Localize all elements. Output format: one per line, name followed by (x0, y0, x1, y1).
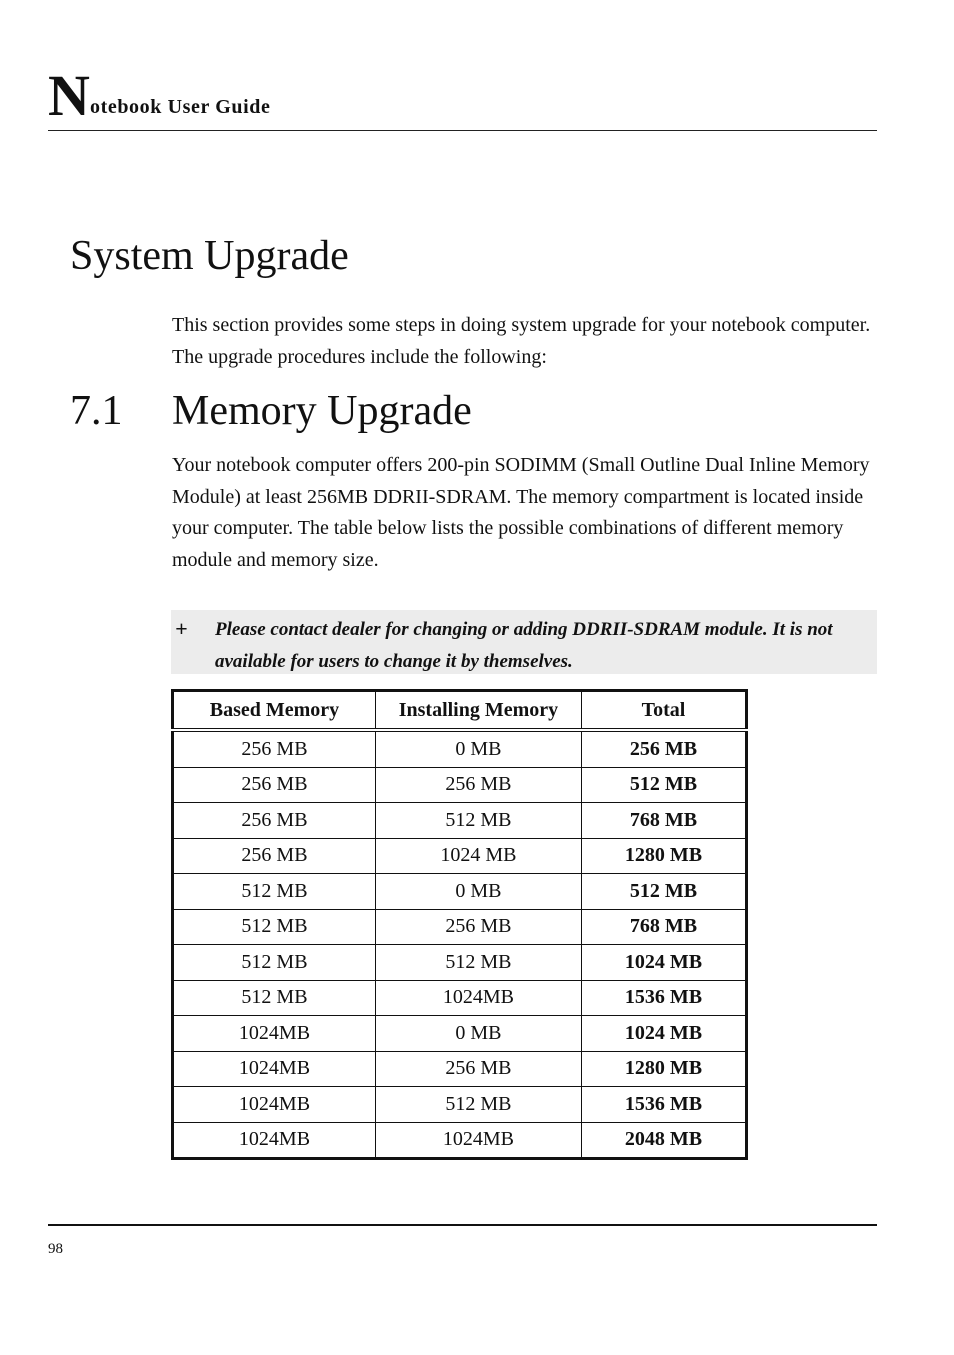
table-row (173, 874, 747, 910)
table-cell: 512 MB (173, 945, 376, 981)
page-number: 98 (48, 1241, 63, 1257)
table-cell: 256 MB (375, 909, 581, 945)
header-initial: N (48, 63, 90, 128)
table-cell: 256 MB (173, 730, 376, 767)
column-header: Based Memory (173, 691, 376, 731)
table-cell: 0 MB (375, 1016, 581, 1052)
table-cell: 256 MB (173, 838, 376, 874)
table-cell: 256 MB (375, 767, 581, 803)
total-cell: 512 MB (581, 767, 746, 803)
total-cell: 1536 MB (581, 980, 746, 1016)
total-cell: 1280 MB (581, 838, 746, 874)
header-title: otebook User Guide (90, 96, 271, 118)
section-heading (70, 385, 472, 437)
table-cell: 256 MB (375, 1051, 581, 1087)
table-row (173, 730, 747, 767)
table-row (173, 767, 747, 803)
table-cell: 1024MB (375, 1122, 581, 1159)
table-cell: 512 MB (173, 909, 376, 945)
table-cell: 512 MB (173, 874, 376, 910)
note-text: Please contact dealer for changing or adding DDRII-SDRAM module. It is not available for users to change it by themselves. (215, 619, 833, 672)
table-row (173, 838, 747, 874)
table-cell: 1024MB (173, 1016, 376, 1052)
section-title: Memory Upgrade (172, 388, 472, 434)
table-cell: 512 MB (375, 803, 581, 839)
total-cell: 1280 MB (581, 1051, 746, 1087)
table-cell: 0 MB (375, 730, 581, 767)
table-row (173, 1016, 747, 1052)
table-cell: 512 MB (375, 945, 581, 981)
table-cell: 256 MB (173, 767, 376, 803)
total-cell: 512 MB (581, 874, 746, 910)
total-cell: 1024 MB (581, 945, 746, 981)
table-cell: 0 MB (375, 874, 581, 910)
table-cell: 256 MB (173, 803, 376, 839)
table-cell: 1024MB (375, 980, 581, 1016)
table-row (173, 909, 747, 945)
footer-rule (48, 1224, 877, 1226)
table-cell: 512 MB (375, 1087, 581, 1123)
table-row (173, 803, 747, 839)
note-plus-icon: + (175, 616, 188, 641)
total-cell: 256 MB (581, 730, 746, 767)
total-cell: 2048 MB (581, 1122, 746, 1159)
total-cell: 768 MB (581, 803, 746, 839)
running-header (48, 63, 877, 131)
chapter-title: System Upgrade (70, 233, 349, 279)
table-cell: 1024MB (173, 1122, 376, 1159)
column-header: Installing Memory (375, 691, 581, 731)
total-cell: 1536 MB (581, 1087, 746, 1123)
table-row (173, 1051, 747, 1087)
intro-paragraph: This section provides some steps in doing system upgrade for your notebook computer. The upgrade procedures include the following: (172, 314, 871, 368)
table-cell: 512 MB (173, 980, 376, 1016)
table-cell: 1024 MB (375, 838, 581, 874)
table-row (173, 1087, 747, 1123)
total-cell: 1024 MB (581, 1016, 746, 1052)
table-cell: 1024MB (173, 1087, 376, 1123)
table-row (173, 980, 747, 1016)
table-header-row (173, 691, 747, 731)
column-header: Total (581, 691, 746, 731)
table-row (173, 945, 747, 981)
memory-table (171, 689, 748, 1160)
table-row (173, 1122, 747, 1159)
total-cell: 768 MB (581, 909, 746, 945)
note-box (171, 610, 877, 674)
table-cell: 1024MB (173, 1051, 376, 1087)
section-number: 7.1 (70, 388, 123, 434)
memory-paragraph: Your notebook computer offers 200-pin SODIMM (Small Outline Dual Inline Memory Module) at least 256MB DDRII-SDRAM. The memory compartment is located inside your computer. The table below lists the possible combinations of different memory module and memory size. (172, 454, 870, 571)
